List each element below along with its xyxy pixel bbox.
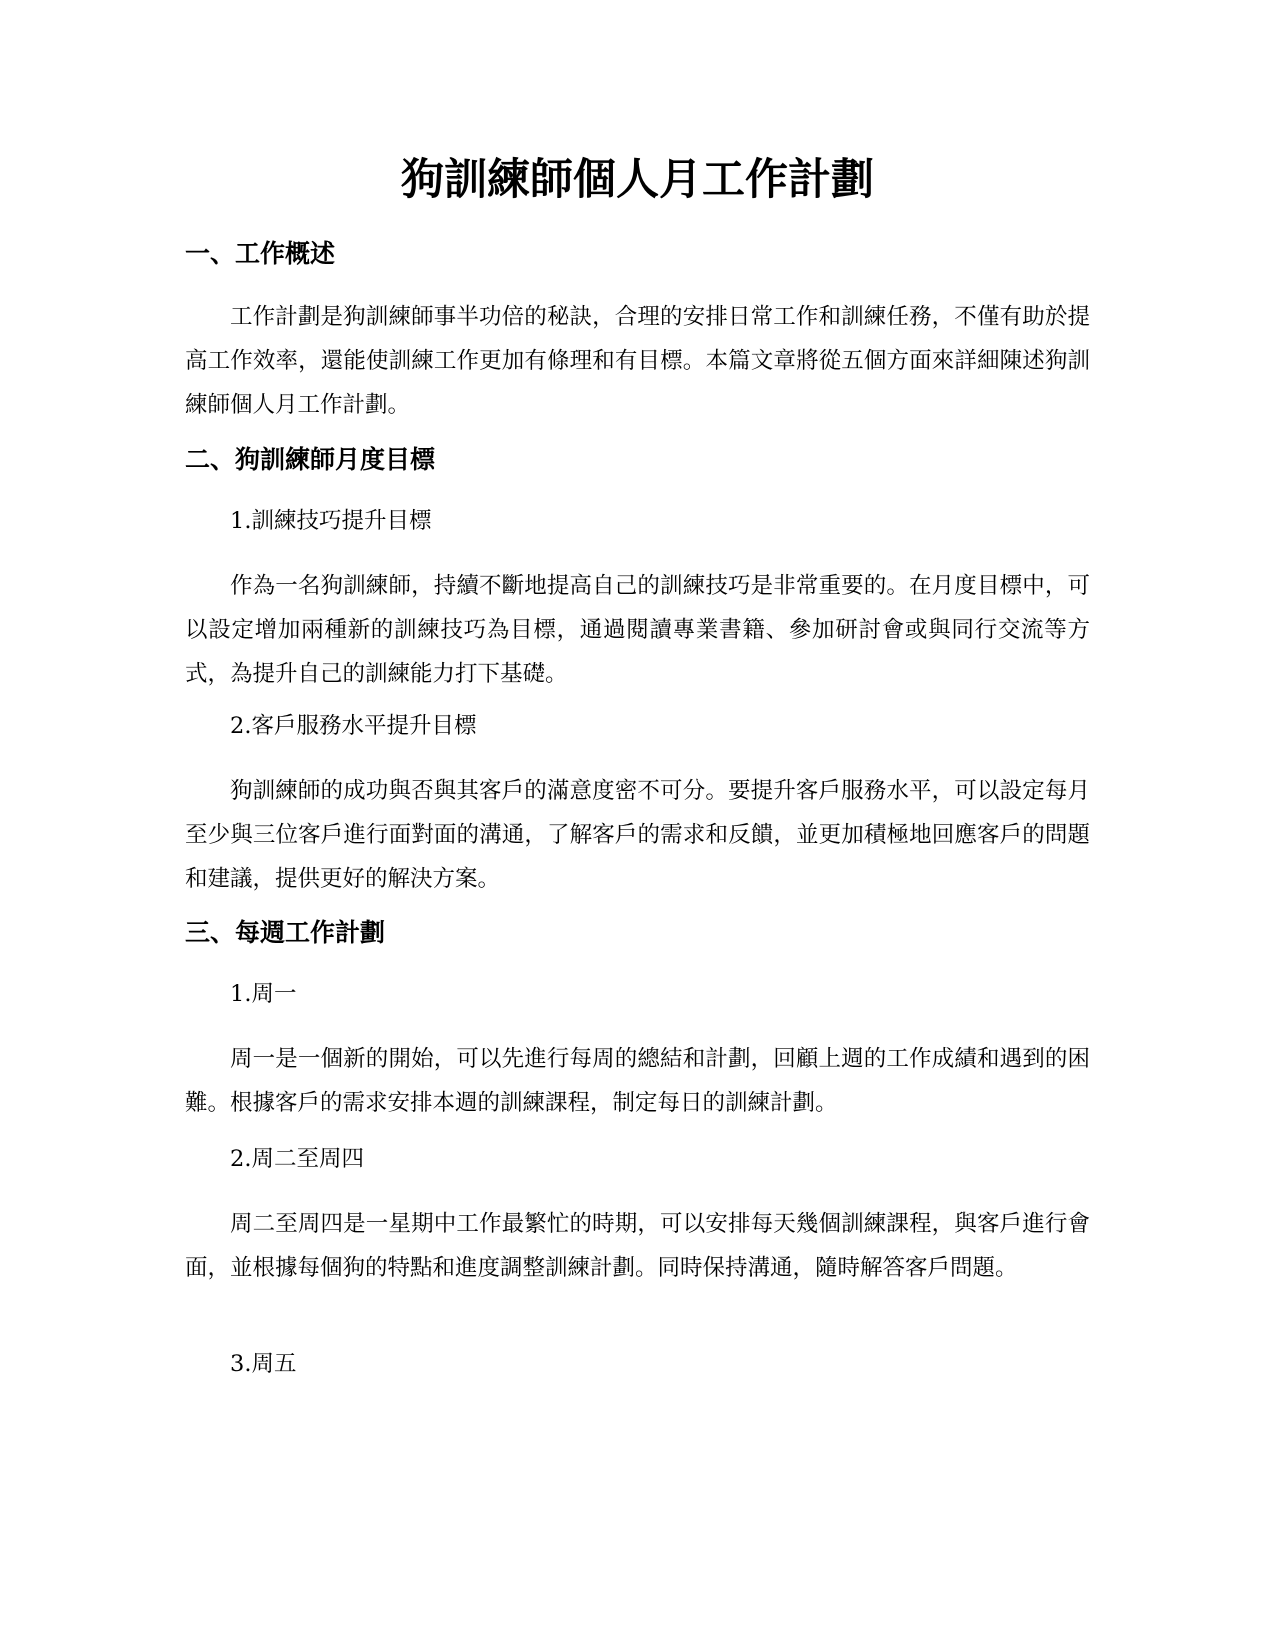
subhead-tuesday-to-thursday: 2.周二至周四 [230,1146,364,1172]
tuesday-to-thursday-paragraph: 周二至周四是一星期中工作最繁忙的時期，可以安排每天幾個訓練課程，與客戶進行會面，並根據每個狗的特點和進度調整訓練計劃。同時保持溝通，隨時解答客戶問題。 [185,1211,1090,1281]
subhead-training-skill-goal: 1.訓練技巧提升目標 [230,508,432,534]
monday-paragraph: 周一是一個新的開始，可以先進行每周的總結和計劃，回顧上週的工作成績和遇到的困難。根據客戶的需求安排本週的訓練課程，制定每日的訓練計劃。 [185,1046,1090,1116]
overview-paragraph: 工作計劃是狗訓練師事半功倍的秘訣，合理的安排日常工作和訓練任務，不僅有助於提高工作效率，還能使訓練工作更加有條理和有目標。本篇文章將從五個方面來詳細陳述狗訓練師個人月工作計劃。 [185,304,1090,418]
section-heading-overview: 一、工作概述 [185,239,336,268]
document-page [185,0,1090,1650]
customer-service-goal-paragraph: 狗訓練師的成功與否與其客戶的滿意度密不可分。要提升客戶服務水平，可以設定每月至少與三位客戶進行面對面的溝通，了解客戶的需求和反饋，並更加積極地回應客戶的問題和建議，提供更好的解決方案。 [185,778,1090,892]
subhead-friday: 3.周五 [230,1351,297,1377]
training-skill-goal-paragraph: 作為一名狗訓練師，持續不斷地提高自己的訓練技巧是非常重要的。在月度目標中，可以設定增加兩種新的訓練技巧為目標，通過閱讀專業書籍、參加研討會或與同行交流等方式，為提升自己的訓練能力打下基礎。 [185,573,1090,687]
subhead-customer-service-goal: 2.客戶服務水平提升目標 [230,713,477,739]
subhead-monday: 1.周一 [230,981,297,1007]
document-title: 狗訓練師個人月工作計劃 [401,155,874,205]
section-heading-weekly-plan: 三、每週工作計劃 [185,918,386,947]
section-heading-monthly-goals: 二、狗訓練師月度目標 [185,445,436,474]
